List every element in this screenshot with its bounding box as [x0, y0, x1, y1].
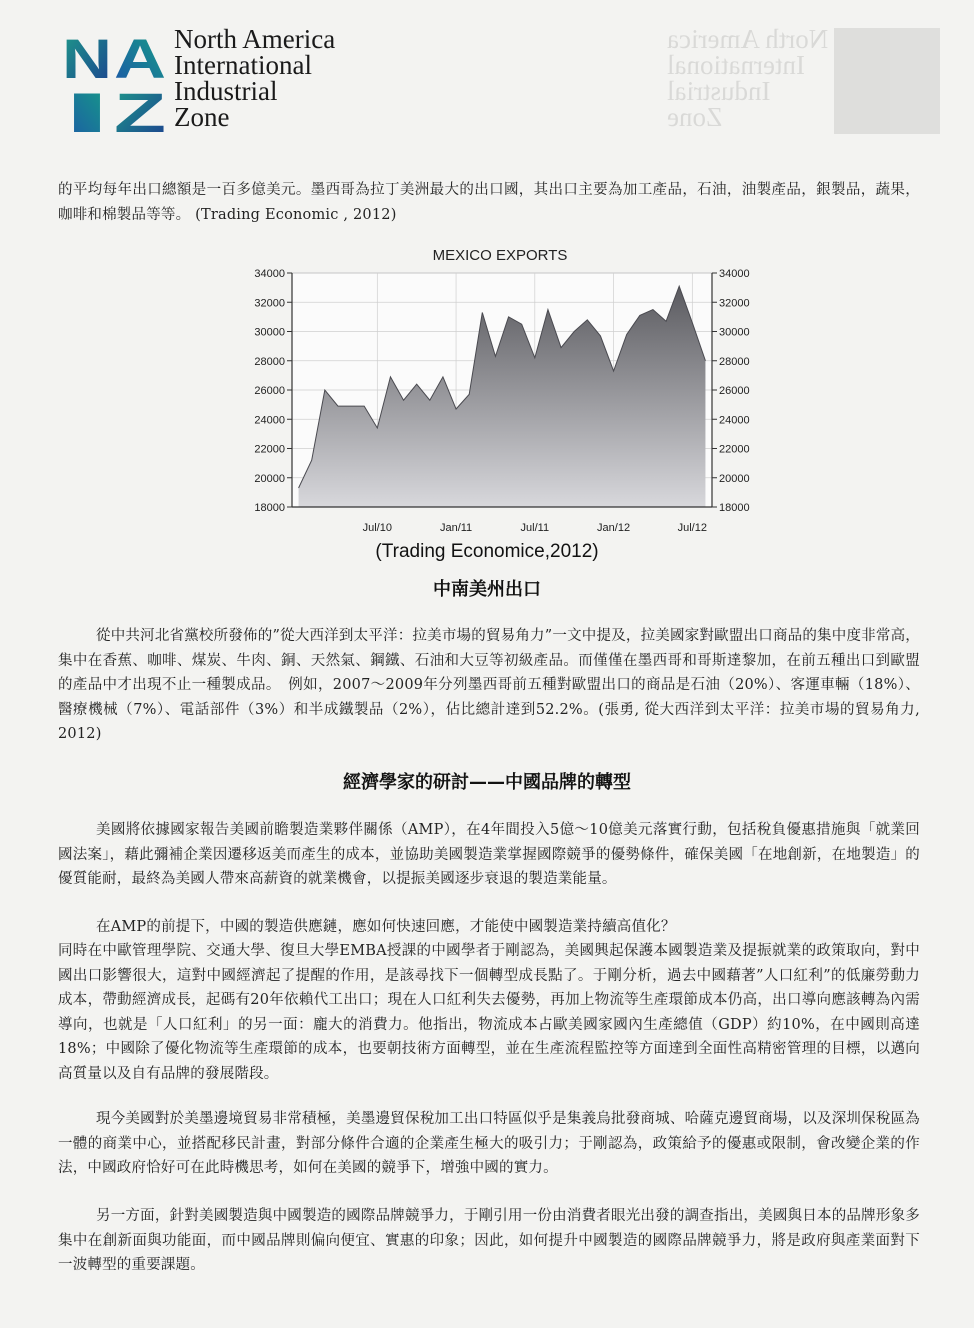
ytick-label-left: 34000	[254, 268, 285, 280]
show-through-ghost	[620, 26, 940, 138]
logo-letter-i: I	[62, 81, 112, 134]
xtick-label: Jul/10	[362, 522, 392, 534]
logo-letter-a: A	[114, 28, 166, 90]
ytick-label-left: 24000	[254, 414, 285, 427]
xtick-label: Jul/11	[520, 522, 550, 534]
ytick-label-left: 18000	[254, 502, 285, 514]
ghost-mark	[834, 28, 940, 134]
ytick-label-right: 30000	[719, 326, 750, 339]
section2-paragraph-5: 另一方面，針對美國製造與中國製造的國際品牌競爭力，于剛引用一份由消費者眼光出發的調查指出，美國與日本的品牌形象多集中在創新面與功能面，而中國品牌則偏向便宜、實惠的印象；因此，如何提升中國製造的國際品牌競爭力，將是政府與產業面對下一波轉型的重要課題。	[58, 1208, 920, 1273]
ghost-line-3: Industrial	[666, 76, 771, 106]
section2-paragraph-3: 同時在中歐管理學院、交通大學、復旦大學EMBA授課的中國學者于剛認為，美國興起保護本國製造業及提振就業的政策取向，對中國出口影響很大，這對中國經濟起了提醒的作用，是該尋找下一個轉型成長點了。于剛分析，過去中國藉著”人口紅利”的低廉勞動力成本，帶動經濟成長，起碼有20年依賴代工出口；現在人口紅利失去優勢，再加上物流等生產環節成本仍高，出口導向應該轉為內需導向，也就是「人口紅利」的另一面：龐大的消費力。他指出，物流成本占歐美國家國內生產總值（GDP）約10%，在中國則高達18%；中國除了優化物流等生產環節的成本，也要朝技術方面轉型，並在生產流程監控等方面達到全面性高精密管理的目標，以邁向高質量以及自有品牌的發展階段。	[58, 943, 920, 1082]
ytick-label-right: 18000	[719, 502, 750, 514]
ytick-label-right: 34000	[719, 268, 750, 280]
ytick-label-left: 26000	[254, 385, 285, 397]
logo-letter-z: Z	[114, 81, 166, 134]
ytick-label-right: 32000	[719, 297, 750, 310]
ytick-label-right: 24000	[719, 414, 750, 427]
xtick-label: Jan/12	[597, 522, 631, 534]
logo-line-3: Industrial	[174, 76, 278, 106]
section2-paragraph-2: 在AMP的前提下，中國的製造供應鏈，應如何快速回應，才能使中國製造業持續高值化？	[96, 919, 676, 935]
ytick-label-left: 22000	[254, 443, 285, 456]
section1-paragraph: 從中共河北省黨校所發佈的”從大西洋到太平洋：拉美市場的貿易角力”一文中提及，拉美國家對歐盟出口商品的集中度非常高，集中在香蕉、咖啡、煤炭、牛肉、銅、天然氣、鋼鐵、石油和大豆等初級產品。而僅僅在墨西哥和哥斯達黎加，在前五種出口到歐盟的產品中才出現不止一種製成品。 例如，2007～2009年分列墨西哥前五種對歐盟出口的商品是石油（20%）、客運車輛（18%）、醫療機械（7%）、電話部件（3%）和半成鐵製品（2%），佔比總計達到52.2%。(張勇, 從大西洋到太平洋：拉美市場的貿易角力, 2012)	[58, 628, 920, 742]
ytick-label-left: 32000	[254, 297, 285, 310]
xtick-label: Jan/11	[439, 522, 473, 534]
niiz-logo	[62, 26, 382, 138]
logo-wordmark	[174, 26, 335, 130]
ghost-line-2: International	[666, 50, 805, 80]
logo-line-2: International	[174, 50, 312, 80]
intro-paragraph: 的平均每年出口總額是一百多億美元。墨西哥為拉丁美洲最大的出口國，其出口主要為加工產品，石油，油製產品，銀製品，蔬果，咖啡和棉製品等等。 (Trading Economic , 2012)	[58, 182, 920, 223]
ytick-label-right: 22000	[719, 443, 750, 456]
ytick-label-right: 20000	[719, 472, 750, 485]
ytick-label-left: 30000	[254, 326, 285, 339]
logo-line-1: North America	[174, 24, 336, 54]
ytick-label-right: 28000	[719, 355, 750, 368]
niiz-logo-mark	[62, 28, 168, 134]
ghost-wordmark	[667, 26, 828, 130]
chart-title: MEXICO EXPORTS	[432, 247, 568, 264]
section2-paragraph-1: 美國將依據國家報告美國前瞻製造業夥伴關係（AMP），在4年間投入5億～10億美元落實行動，包括稅負優惠措施與「就業回國法案」，藉此彌補企業因遷移返美而產生的成本，並協助美國製造業掌握國際競爭的優勢條件，確保美國「在地創新，在地製造」的優質能耐，最終為美國人帶來高薪資的就業機會，以提振美國逐步衰退的製造業能量。	[58, 822, 920, 887]
logo-letter-n: N	[62, 28, 112, 90]
section-heading-latin-america-exports: 中南美州出口	[433, 579, 541, 600]
mexico-exports-chart	[232, 240, 762, 540]
ytick-label-left: 28000	[254, 355, 285, 368]
ytick-label-right: 26000	[719, 385, 750, 397]
section-heading-china-brand-transformation: 經濟學家的研討——中國品牌的轉型	[343, 772, 631, 793]
ghost-line-1: North America	[666, 24, 828, 54]
section2-paragraph-4: 現今美國對於美墨邊境貿易非常積極，美墨邊貿保稅加工出口特區似乎是集義烏批發商城、哈薩克邊貿商場，以及深圳保稅區為一體的商業中心，並搭配移民計畫，對部分條件合適的企業產生極大的吸引力；于剛認為，政策給予的優惠或限制，會改變企業的作法，中國政府恰好可在此時機思考，如何在美國的競爭下，增強中國的實力。	[58, 1111, 920, 1176]
logo-line-4: Zone	[174, 102, 230, 132]
ytick-label-left: 20000	[254, 472, 285, 485]
ghost-line-4: Zone	[666, 102, 723, 132]
xtick-label: Jul/12	[677, 522, 707, 534]
chart-caption: (Trading Economice,2012)	[375, 541, 599, 562]
